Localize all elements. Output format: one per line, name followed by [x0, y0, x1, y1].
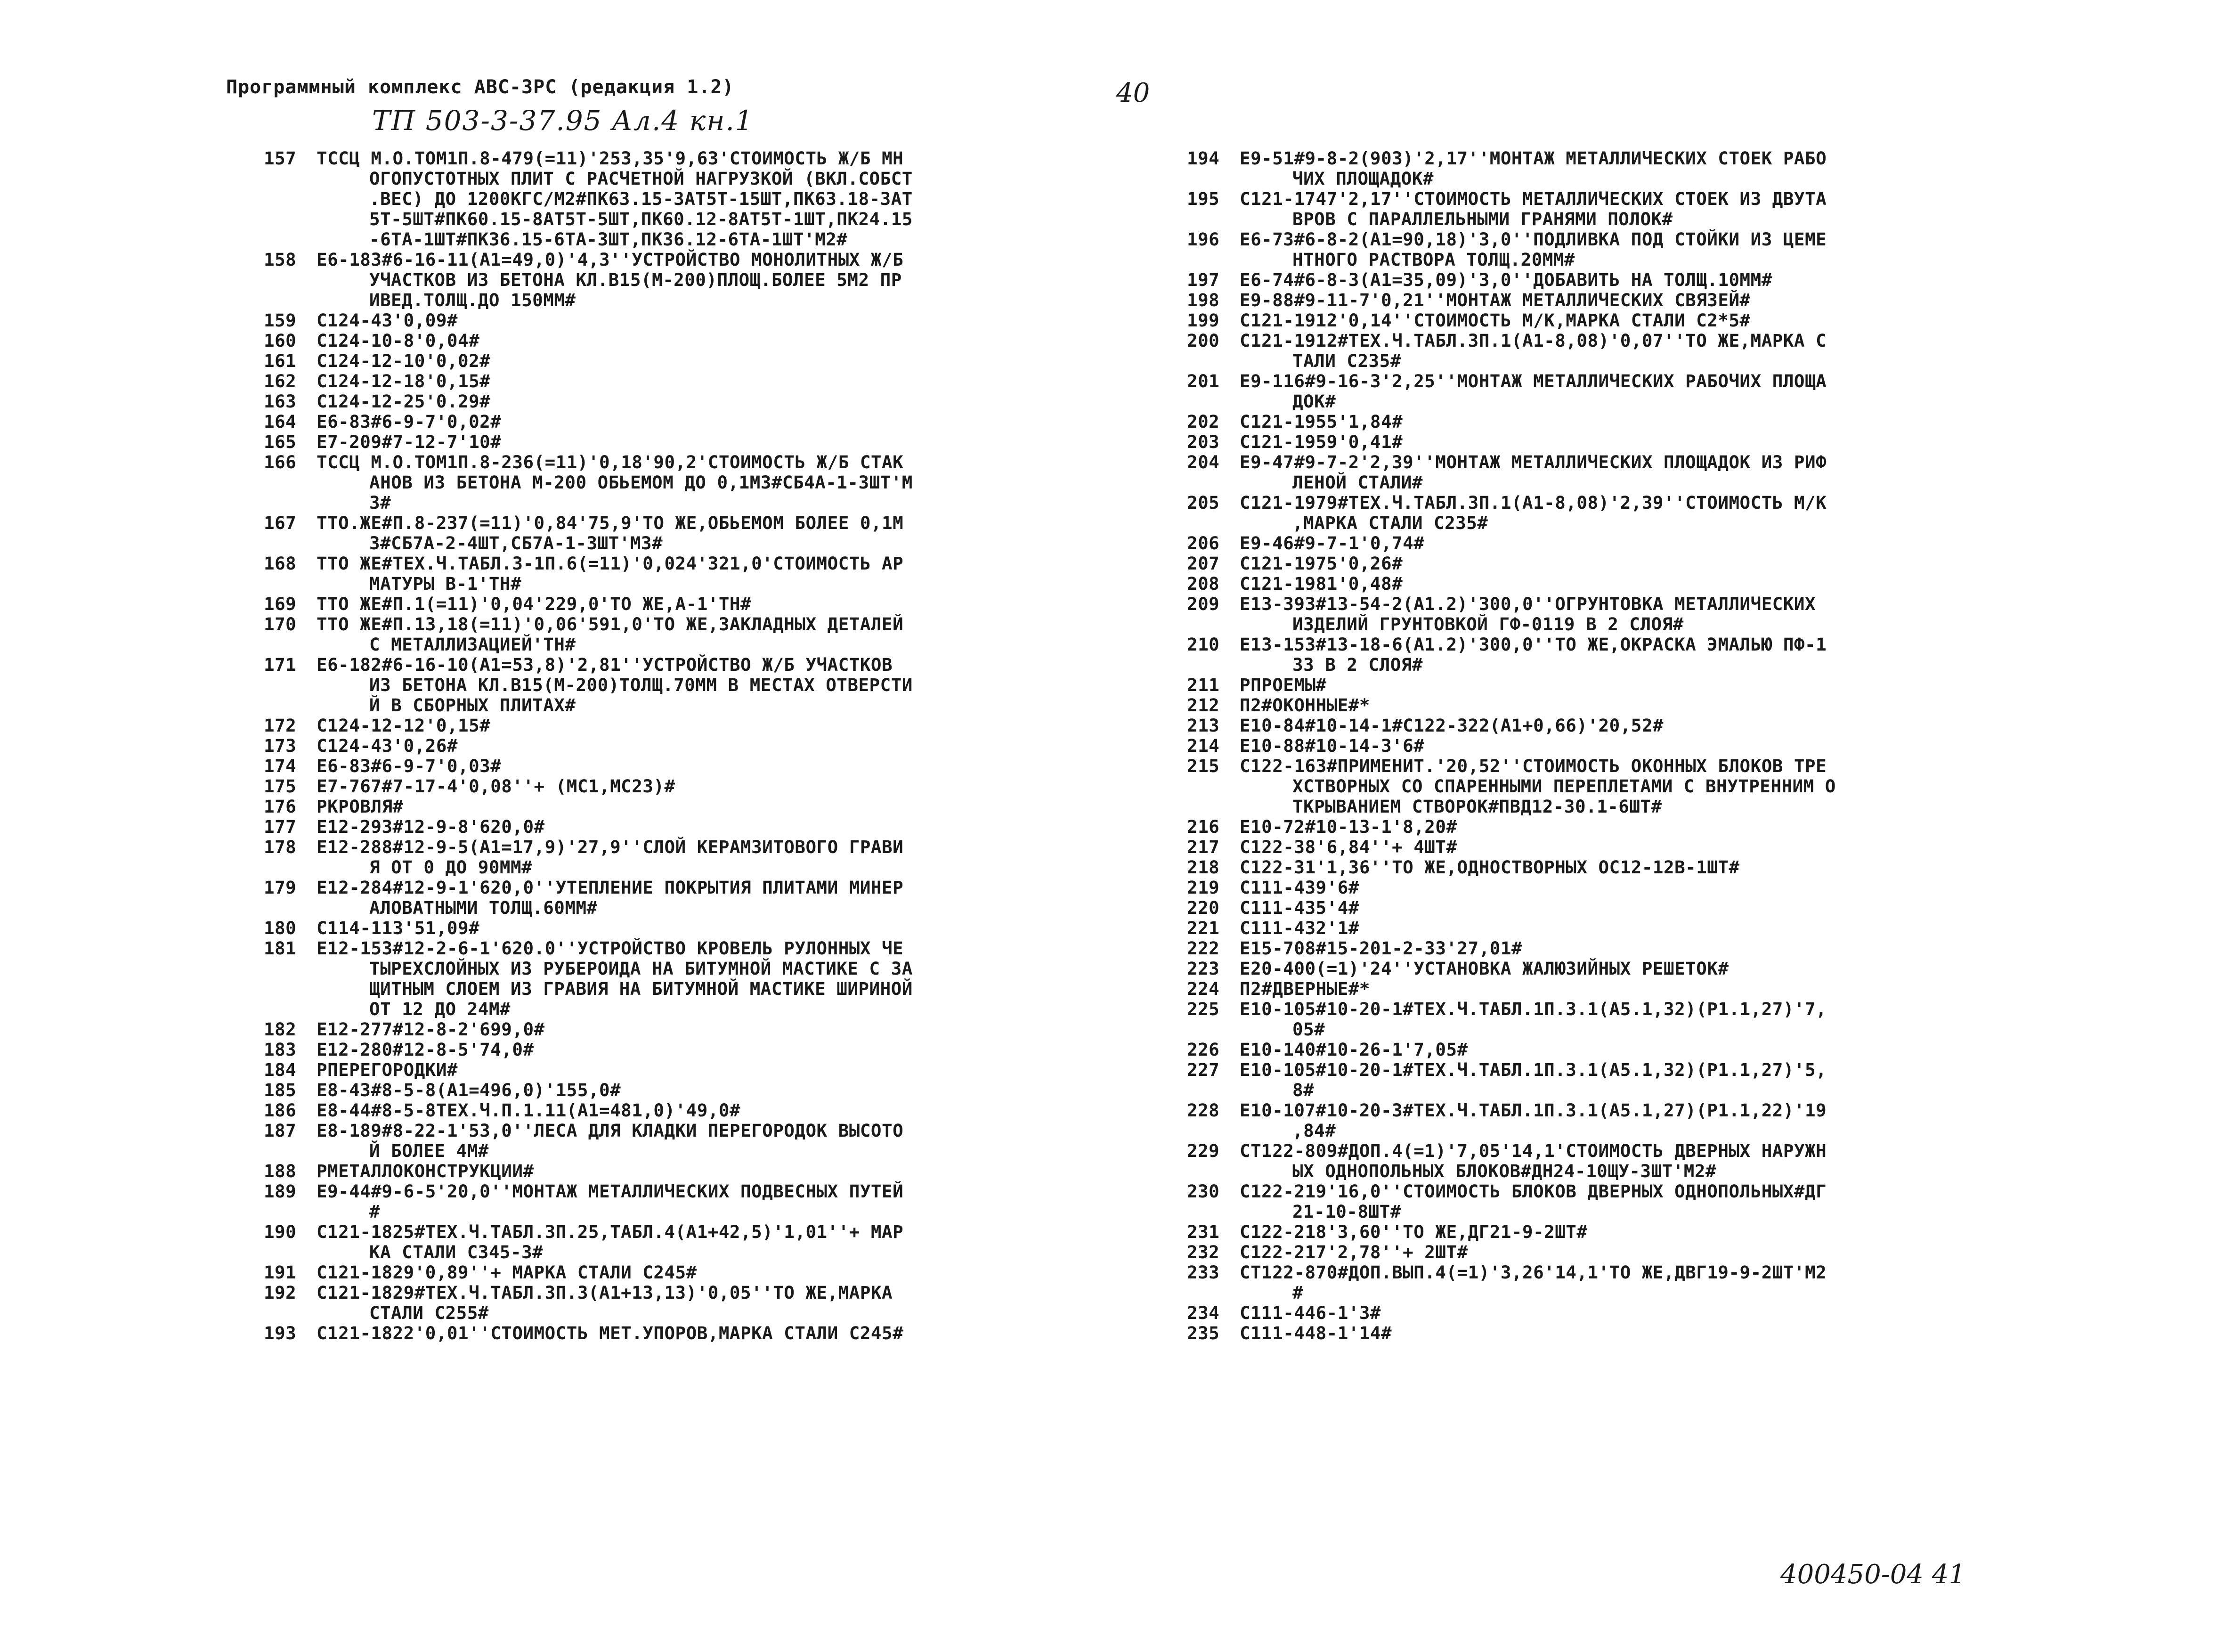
entry-line: П2#ОКОННЫЕ#*: [1240, 695, 1370, 716]
entry-number: 176: [264, 796, 297, 817]
list-item: [1187, 148, 2044, 189]
entry-line: С124-43'0,09#: [317, 310, 458, 331]
entry-line: 8#: [1292, 1080, 1315, 1100]
entry-line: С111-446-1'3#: [1240, 1302, 1381, 1323]
entry-number: 235: [1187, 1323, 1220, 1343]
entry-number: 214: [1187, 735, 1220, 756]
list-item: [1187, 533, 2044, 553]
entry-line: СТАЛИ С255#: [369, 1302, 489, 1323]
list-item: [1187, 594, 2044, 635]
list-item: [264, 250, 1112, 310]
list-item: [1187, 898, 2044, 918]
entry-number: 215: [1187, 756, 1220, 776]
list-item: [1187, 999, 2044, 1040]
entry-number: 166: [264, 452, 297, 472]
list-item: [264, 1181, 1112, 1222]
entry-number: 163: [264, 391, 297, 412]
entry-number: 220: [1187, 897, 1220, 918]
entry-line: С111-432'1#: [1240, 918, 1359, 938]
entry-number: 212: [1187, 695, 1220, 716]
right-column: [1187, 148, 2044, 1343]
list-item: [264, 776, 1112, 797]
entry-line: Е8-44#8-5-8ТЕХ.Ч.П.1.11(А1=481,0)'49,0#: [317, 1100, 740, 1121]
entry-number: 182: [264, 1019, 297, 1040]
entry-line: Е6-183#6-16-11(А1=49,0)'4,3''УСТРОЙСТВО МОНОЛИТНЫХ Ж/Б: [317, 249, 904, 270]
entry-number: 229: [1187, 1140, 1220, 1161]
entry-number: 191: [264, 1262, 297, 1283]
entry-line: С111-439'6#: [1240, 877, 1359, 898]
entry-number: 231: [1187, 1221, 1220, 1242]
entry-line: ТТО.ЖЕ#П.8-237(=11)'0,84'75,9'ТО ЖЕ,ОБЬЕМОМ БОЛЕЕ 0,1М: [317, 513, 904, 533]
entry-line: С121-1822'0,01''СТОИМОСТЬ МЕТ.УПОРОВ,МАРКА СТАЛИ С245#: [317, 1323, 904, 1343]
list-item: [1187, 1040, 2044, 1060]
entry-number: 192: [264, 1282, 297, 1303]
entry-line: ,МАРКА СТАЛИ С235#: [1292, 513, 1488, 533]
entry-line: С121-1912#ТЕХ.Ч.ТАБЛ.3П.1(А1-8,08)'0,07''ТО ЖЕ,МАРКА С: [1240, 330, 1827, 351]
entry-line: РКРОВЛЯ#: [317, 796, 404, 817]
list-item: [264, 1161, 1112, 1181]
list-item: [1187, 189, 2044, 229]
entry-number: 180: [264, 918, 297, 938]
entry-number: 196: [1187, 229, 1220, 250]
entry-line: С121-1825#ТЕХ.Ч.ТАБЛ.3П.25,ТАБЛ.4(А1+42,5)'1,01''+ МАР: [317, 1221, 904, 1242]
entry-line: Е9-44#9-6-5'20,0''МОНТАЖ МЕТАЛЛИЧЕСКИХ ПОДВЕСНЫХ ПУТЕЙ: [317, 1181, 904, 1202]
entry-line: ОГОПУСТОТНЫХ ПЛИТ С РАСЧЕТНОЙ НАГРУЗКОЙ (ВКЛ.СОБСТ: [369, 168, 913, 189]
list-item: [1187, 918, 2044, 938]
entry-number: 169: [264, 594, 297, 614]
entry-number: 227: [1187, 1059, 1220, 1080]
list-item: [264, 817, 1112, 837]
entry-line: Е10-105#10-20-1#ТЕХ.Ч.ТАБЛ.1П.3.1(А5.1,32)(Р1.1,27)'7,: [1240, 999, 1827, 1019]
entry-line: Е9-46#9-7-1'0,74#: [1240, 533, 1425, 553]
entry-line: С121-1955'1,84#: [1240, 411, 1403, 432]
list-item: [1187, 716, 2044, 736]
entry-line: Е20-400(=1)'24''УСТАНОВКА ЖАЛЮЗИЙНЫХ РЕШЕТОК#: [1240, 958, 1729, 979]
entry-line: С124-12-25'0.29#: [317, 391, 491, 412]
list-item: [1187, 432, 2044, 452]
entry-number: 207: [1187, 553, 1220, 574]
entry-line: ЧИХ ПЛОЩАДОК#: [1292, 168, 1434, 189]
entry-line: ЫХ ОДНОПОЛЬНЫХ БЛОКОВ#ДН24-10ЩУ-3ШТ'М2#: [1292, 1161, 1716, 1181]
entry-line: Я ОТ 0 ДО 90ММ#: [369, 857, 533, 878]
entry-number: 186: [264, 1100, 297, 1121]
entry-line: Е8-43#8-5-8(А1=496,0)'155,0#: [317, 1080, 621, 1100]
entry-line: Е6-73#6-8-2(А1=90,18)'3,0''ПОДЛИВКА ПОД СТОЙКИ ИЗ ЦЕМЕ: [1240, 229, 1827, 250]
entry-number: 218: [1187, 857, 1220, 878]
entry-line: С124-10-8'0,04#: [317, 330, 480, 351]
entry-number: 177: [264, 816, 297, 837]
entry-line: С111-435'4#: [1240, 897, 1359, 918]
list-item: [264, 391, 1112, 412]
entry-number: 201: [1187, 371, 1220, 391]
entry-line: 33 В 2 СЛОЯ#: [1292, 654, 1423, 675]
entry-line: 3#: [369, 492, 391, 513]
entry-line: Е10-84#10-14-1#С122-322(А1+0,66)'20,52#: [1240, 715, 1664, 736]
list-item: [1187, 736, 2044, 756]
list-item: [1187, 1060, 2044, 1100]
entry-line: Е6-74#6-8-3(А1=35,09)'3,0''ДОБАВИТЬ НА ТОЛЩ.10ММ#: [1240, 269, 1772, 290]
list-item: [1187, 1100, 2044, 1141]
entry-line: Е7-209#7-12-7'10#: [317, 431, 502, 452]
entry-line: С121-1981'0,48#: [1240, 573, 1403, 594]
entry-line: Е9-116#9-16-3'2,25''МОНТАЖ МЕТАЛЛИЧЕСКИХ РАБОЧИХ ПЛОЩА: [1240, 371, 1827, 391]
entry-line: МАТУРЫ В-1'ТН#: [369, 573, 522, 594]
entry-line: ТЫРЕХСЛОЙНЫХ ИЗ РУБЕРОИДА НА БИТУМНОЙ МАСТИКЕ С ЗА: [369, 958, 913, 979]
entry-number: 159: [264, 310, 297, 331]
entry-line: С124-12-12'0,15#: [317, 715, 491, 736]
list-item: [264, 1080, 1112, 1100]
list-item: [264, 310, 1112, 331]
entry-line: #: [1292, 1282, 1304, 1303]
entry-number: 168: [264, 553, 297, 574]
list-item: [264, 1121, 1112, 1161]
entry-number: 179: [264, 877, 297, 898]
entry-line: С МЕТАЛЛИЗАЦИЕЙ'ТН#: [369, 634, 576, 655]
entry-number: 202: [1187, 411, 1220, 432]
entry-line: ТКРЫВАНИЕМ СТВОРОК#ПВД12-30.1-6ШТ#: [1292, 796, 1662, 817]
list-item: [264, 412, 1112, 432]
list-item: [1187, 310, 2044, 331]
entry-line: Е7-767#7-17-4'0,08''+ (МС1,МС23)#: [317, 776, 675, 797]
entry-line: Е9-47#9-7-2'2,39''МОНТАЖ МЕТАЛЛИЧЕСКИХ ПЛОЩАДОК ИЗ РИФ: [1240, 452, 1827, 472]
entry-number: 232: [1187, 1242, 1220, 1262]
entry-number: 205: [1187, 492, 1220, 513]
entry-number: 164: [264, 411, 297, 432]
entry-number: 157: [264, 148, 297, 169]
list-item: [1187, 1303, 2044, 1323]
entry-number: 213: [1187, 715, 1220, 736]
entry-line: Е10-72#10-13-1'8,20#: [1240, 816, 1457, 837]
list-item: [264, 1019, 1112, 1040]
entry-line: С121-1829#ТЕХ.Ч.ТАБЛ.3П.3(А1+13,13)'0,05''ТО ЖЕ,МАРКА: [317, 1282, 893, 1303]
entry-line: АНОВ ИЗ БЕТОНА М-200 ОБЬЕМОМ ДО 0,1М3#СБ4А-1-3ШТ'М: [369, 472, 913, 493]
entry-number: 209: [1187, 594, 1220, 614]
entry-line: Е12-280#12-8-5'74,0#: [317, 1039, 534, 1060]
list-item: [1187, 452, 2044, 493]
entry-number: 190: [264, 1221, 297, 1242]
list-item: [1187, 817, 2044, 837]
list-item: [1187, 635, 2044, 675]
list-item: [264, 837, 1112, 878]
entry-number: 170: [264, 614, 297, 635]
entry-line: Е10-140#10-26-1'7,05#: [1240, 1039, 1468, 1060]
entry-line: ЩИТНЫМ СЛОЕМ ИЗ ГРАВИЯ НА БИТУМНОЙ МАСТИКЕ ШИРИНОЙ: [369, 978, 913, 999]
entry-line: УЧАСТКОВ ИЗ БЕТОНА КЛ.В15(М-200)ПЛОЩ.БОЛЕЕ 5М2 ПР: [369, 269, 902, 290]
list-item: [264, 594, 1112, 614]
entry-line: КА СТАЛИ С345-3#: [369, 1242, 544, 1262]
list-item: [264, 736, 1112, 756]
list-item: [1187, 1141, 2044, 1181]
entry-line: Е12-293#12-9-8'620,0#: [317, 816, 545, 837]
entry-line: С121-1979#ТЕХ.Ч.ТАБЛ.3П.1(А1-8,08)'2,39''СТОИМОСТЬ М/К: [1240, 492, 1827, 513]
entry-number: 197: [1187, 269, 1220, 290]
entry-number: 158: [264, 249, 297, 270]
entry-line: Е10-88#10-14-3'6#: [1240, 735, 1425, 756]
entry-line: Е6-83#6-9-7'0,03#: [317, 756, 502, 776]
entry-line: АЛОВАТНЫМИ ТОЛЩ.60ММ#: [369, 897, 598, 918]
entry-line: Е13-153#13-18-6(А1.2)'300,0''ТО ЖЕ,ОКРАСКА ЭМАЛЬЮ ПФ-1: [1240, 634, 1827, 655]
list-item: [264, 553, 1112, 594]
entry-line: Й БОЛЕЕ 4М#: [369, 1140, 489, 1161]
entry-number: 193: [264, 1323, 297, 1343]
entry-line: ХСТВОРНЫХ СО СПАРЕННЫМИ ПЕРЕПЛЕТАМИ С ВНУТРЕННИМ О: [1292, 776, 1836, 797]
list-item: [264, 918, 1112, 938]
entry-number: 189: [264, 1181, 297, 1202]
entry-line: Е10-105#10-20-1#ТЕХ.Ч.ТАБЛ.1П.3.1(А5.1,32)(Р1.1,27)'5,: [1240, 1059, 1827, 1080]
list-item: [1187, 1323, 2044, 1343]
entry-number: 221: [1187, 918, 1220, 938]
list-item: [264, 452, 1112, 513]
entry-number: 178: [264, 837, 297, 857]
entry-number: 203: [1187, 431, 1220, 452]
entry-line: ОТ 12 ДО 24М#: [369, 999, 511, 1019]
entry-line: ТССЦ М.О.ТОМ1П.8-236(=11)'0,18'90,2'СТОИМОСТЬ Ж/Б СТАК: [317, 452, 904, 472]
list-item: [264, 513, 1112, 553]
entry-line: РПРОЕМЫ#: [1240, 675, 1327, 695]
entry-line: С114-113'51,09#: [317, 918, 480, 938]
entry-number: 230: [1187, 1181, 1220, 1202]
entry-number: 216: [1187, 816, 1220, 837]
entry-line: С124-12-18'0,15#: [317, 371, 491, 391]
list-item: [264, 756, 1112, 776]
entry-number: 204: [1187, 452, 1220, 472]
list-item: [264, 1060, 1112, 1080]
entry-line: Е12-153#12-2-6-1'620.0''УСТРОЙСТВО КРОВЕЛЬ РУЛОННЫХ ЧЕ: [317, 938, 904, 959]
entry-line: С121-1912'0,14''СТОИМОСТЬ М/К,МАРКА СТАЛИ С2*5#: [1240, 310, 1751, 331]
entry-line: ДОК#: [1292, 391, 1336, 412]
list-item: [1187, 938, 2044, 959]
footer-code: 400450-04 41: [1780, 1559, 1966, 1590]
entry-line: #: [369, 1201, 381, 1222]
entry-number: 200: [1187, 330, 1220, 351]
entry-number: 210: [1187, 634, 1220, 655]
entry-line: ,84#: [1292, 1120, 1336, 1141]
entry-line: ЛЕНОЙ СТАЛИ#: [1292, 472, 1423, 493]
list-item: [1187, 756, 2044, 817]
entry-line: С122-219'16,0''СТОИМОСТЬ БЛОКОВ ДВЕРНЫХ ОДНОПОЛЬНЫХ#ДГ: [1240, 1181, 1827, 1202]
list-item: [1187, 290, 2044, 310]
entry-line: С121-1747'2,17''СТОИМОСТЬ МЕТАЛЛИЧЕСКИХ СТОЕК ИЗ ДВУТА: [1240, 188, 1827, 209]
entry-number: 188: [264, 1161, 297, 1181]
entry-number: 199: [1187, 310, 1220, 331]
entry-line: Е6-182#6-16-10(А1=53,8)'2,81''УСТРОЙСТВО Ж/Б УЧАСТКОВ: [317, 654, 893, 675]
entry-line: Е15-708#15-201-2-33'27,01#: [1240, 938, 1522, 959]
entry-line: РПЕРЕГОРОДКИ#: [317, 1059, 458, 1080]
entry-line: ВРОВ С ПАРАЛЛЕЛЬНЫМИ ГРАНЯМИ ПОЛОК#: [1292, 209, 1673, 229]
list-item: [1187, 1242, 2044, 1262]
list-item: [264, 655, 1112, 716]
entry-line: С121-1829'0,89''+ МАРКА СТАЛИ С245#: [317, 1262, 697, 1283]
list-item: [1187, 878, 2044, 898]
entry-line: 05#: [1292, 1019, 1325, 1040]
entry-number: 175: [264, 776, 297, 797]
entry-number: 226: [1187, 1039, 1220, 1060]
list-item: [264, 1262, 1112, 1283]
entry-line: ТТО ЖЕ#ТЕХ.Ч.ТАБЛ.3-1П.6(=11)'0,024'321,0'СТОИМОСТЬ АР: [317, 553, 904, 574]
list-item: [264, 351, 1112, 371]
entry-line: НТНОГО РАСТВОРА ТОЛЩ.20ММ#: [1292, 249, 1575, 270]
header-subtitle: ТП 503-3-37.95 Ал.4 кн.1: [372, 105, 754, 137]
list-item: [264, 797, 1112, 817]
entry-number: 165: [264, 431, 297, 452]
entry-number: 194: [1187, 148, 1220, 169]
entry-line: С122-31'1,36''ТО ЖЕ,ОДНОСТВОРНЫХ ОС12-12В-1ШТ#: [1240, 857, 1740, 878]
entry-line: Е9-88#9-11-7'0,21''МОНТАЖ МЕТАЛЛИЧЕСКИХ СВЯЗЕЙ#: [1240, 290, 1751, 310]
entry-line: -6ТА-1ШТ#ПК36.15-6ТА-3ШТ,ПК36.12-6ТА-1ШТ'М2#: [369, 229, 848, 250]
list-item: [264, 1222, 1112, 1262]
entry-number: 217: [1187, 837, 1220, 857]
list-item: [1187, 837, 2044, 857]
entry-number: 233: [1187, 1262, 1220, 1283]
left-column: [264, 148, 1112, 1343]
entry-number: 234: [1187, 1302, 1220, 1323]
entry-line: Е13-393#13-54-2(А1.2)'300,0''ОГРУНТОВКА МЕТАЛЛИЧЕСКИХ: [1240, 594, 1816, 614]
entry-line: С122-218'3,60''ТО ЖЕ,ДГ21-9-2ШТ#: [1240, 1221, 1588, 1242]
list-item: [1187, 1181, 2044, 1222]
entry-line: С121-1959'0,41#: [1240, 431, 1403, 452]
entry-number: 173: [264, 735, 297, 756]
entry-number: 184: [264, 1059, 297, 1080]
list-item: [1187, 695, 2044, 716]
entry-line: С122-217'2,78''+ 2ШТ#: [1240, 1242, 1468, 1262]
entry-line: 5Т-5ШТ#ПК60.15-8АТ5Т-5ШТ,ПК60.12-8АТ5Т-1ШТ,ПК24.15: [369, 209, 913, 229]
entry-number: 187: [264, 1120, 297, 1141]
entry-line: П2#ДВЕРНЫЕ#*: [1240, 978, 1370, 999]
entry-line: ТССЦ М.О.ТОМ1П.8-479(=11)'253,35'9,63'СТОИМОСТЬ Ж/Б МН: [317, 148, 904, 169]
entry-number: 162: [264, 371, 297, 391]
entry-number: 223: [1187, 958, 1220, 979]
entry-number: 228: [1187, 1100, 1220, 1121]
list-item: [1187, 675, 2044, 695]
list-item: [264, 1323, 1112, 1343]
list-item: [264, 331, 1112, 351]
list-item: [1187, 493, 2044, 533]
entry-number: 211: [1187, 675, 1220, 695]
entry-line: .ВЕС) ДО 1200КГС/М2#ПК63.15-3АТ5Т-15ШТ,ПК63.18-3АТ: [369, 188, 913, 209]
entry-line: Е10-107#10-20-3#ТЕХ.Ч.ТАБЛ.1П.3.1(А5.1,27)(Р1.1,22)'19: [1240, 1100, 1827, 1121]
entry-line: Е8-189#8-22-1'53,0''ЛЕСА ДЛЯ КЛАДКИ ПЕРЕГОРОДОК ВЫСОТО: [317, 1120, 904, 1141]
entry-number: 219: [1187, 877, 1220, 898]
list-item: [264, 938, 1112, 1019]
list-item: [1187, 1222, 2044, 1242]
entry-line: 21-10-8ШТ#: [1292, 1201, 1401, 1222]
entry-line: ТТО ЖЕ#П.13,18(=11)'0,06'591,0'ТО ЖЕ,ЗАКЛАДНЫХ ДЕТАЛЕЙ: [317, 614, 904, 635]
entry-line: С121-1975'0,26#: [1240, 553, 1403, 574]
entry-number: 185: [264, 1080, 297, 1100]
entry-line: С124-43'0,26#: [317, 735, 458, 756]
list-item: [264, 1040, 1112, 1060]
list-item: [264, 371, 1112, 391]
page-number: 40: [1116, 78, 1150, 108]
entry-line: Й В СБОРНЫХ ПЛИТАХ#: [369, 695, 576, 716]
entry-number: 208: [1187, 573, 1220, 594]
entry-line: С122-163#ПРИМЕНИТ.'20,52''СТОИМОСТЬ ОКОННЫХ БЛОКОВ ТРЕ: [1240, 756, 1827, 776]
entry-line: 3#СБ7А-2-4ШТ,СБ7А-1-3ШТ'М3#: [369, 533, 663, 553]
entry-line: Е12-277#12-8-2'699,0#: [317, 1019, 545, 1040]
entry-line: Е6-83#6-9-7'0,02#: [317, 411, 502, 432]
entry-number: 174: [264, 756, 297, 776]
entry-number: 224: [1187, 978, 1220, 999]
list-item: [1187, 331, 2044, 371]
entry-line: ИЗ БЕТОНА КЛ.В15(М-200)ТОЛЩ.70ММ В МЕСТАХ ОТВЕРСТИ: [369, 675, 913, 695]
list-item: [264, 878, 1112, 918]
entry-line: РМЕТАЛЛОКОНСТРУКЦИИ#: [317, 1161, 534, 1181]
list-item: [1187, 959, 2044, 979]
list-item: [1187, 553, 2044, 574]
entry-number: 183: [264, 1039, 297, 1060]
list-item: [264, 1100, 1112, 1121]
entry-number: 198: [1187, 290, 1220, 310]
list-item: [1187, 371, 2044, 412]
entry-number: 160: [264, 330, 297, 351]
list-item: [264, 148, 1112, 250]
entry-line: ИЗДЕЛИЙ ГРУНТОВКОЙ ГФ-0119 В 2 СЛОЯ#: [1292, 614, 1684, 635]
entry-line: С124-12-10'0,02#: [317, 350, 491, 371]
list-item: [1187, 229, 2044, 270]
header-title: Программный комплекс АВС-3РС (редакция 1.2): [226, 76, 734, 98]
entry-line: ТТО ЖЕ#П.1(=11)'0,04'229,0'ТО ЖЕ,А-1'ТН#: [317, 594, 752, 614]
entry-number: 181: [264, 938, 297, 959]
list-item: [264, 432, 1112, 452]
entry-line: С122-38'6,84''+ 4ШТ#: [1240, 837, 1457, 857]
list-item: [1187, 412, 2044, 432]
entry-number: 225: [1187, 999, 1220, 1019]
list-item: [264, 614, 1112, 655]
list-item: [1187, 270, 2044, 290]
entry-line: Е12-284#12-9-1'620,0''УТЕПЛЕНИЕ ПОКРЫТИЯ ПЛИТАМИ МИНЕР: [317, 877, 904, 898]
list-item: [264, 716, 1112, 736]
entry-line: Е12-288#12-9-5(А1=17,9)'27,9''СЛОЙ КЕРАМЗИТОВОГО ГРАВИ: [317, 837, 904, 857]
entry-line: ИВЕД.ТОЛЩ.ДО 150ММ#: [369, 290, 576, 310]
entry-line: Е9-51#9-8-2(903)'2,17''МОНТАЖ МЕТАЛЛИЧЕСКИХ СТОЕК РАБО: [1240, 148, 1827, 169]
entry-number: 172: [264, 715, 297, 736]
list-item: [264, 1283, 1112, 1323]
entry-line: ТАЛИ С235#: [1292, 350, 1401, 371]
entry-number: 161: [264, 350, 297, 371]
entry-line: СТ122-809#ДОП.4(=1)'7,05'14,1'СТОИМОСТЬ ДВЕРНЫХ НАРУЖН: [1240, 1140, 1827, 1161]
entry-line: СТ122-870#ДОП.ВЫП.4(=1)'3,26'14,1'ТО ЖЕ,ДВГ19-9-2ШТ'М2: [1240, 1262, 1827, 1283]
list-item: [1187, 979, 2044, 999]
entry-number: 222: [1187, 938, 1220, 959]
list-item: [1187, 574, 2044, 594]
entry-number: 167: [264, 513, 297, 533]
list-item: [1187, 1262, 2044, 1303]
entry-line: С111-448-1'14#: [1240, 1323, 1392, 1343]
entry-number: 171: [264, 654, 297, 675]
entry-number: 206: [1187, 533, 1220, 553]
entry-number: 195: [1187, 188, 1220, 209]
list-item: [1187, 857, 2044, 878]
